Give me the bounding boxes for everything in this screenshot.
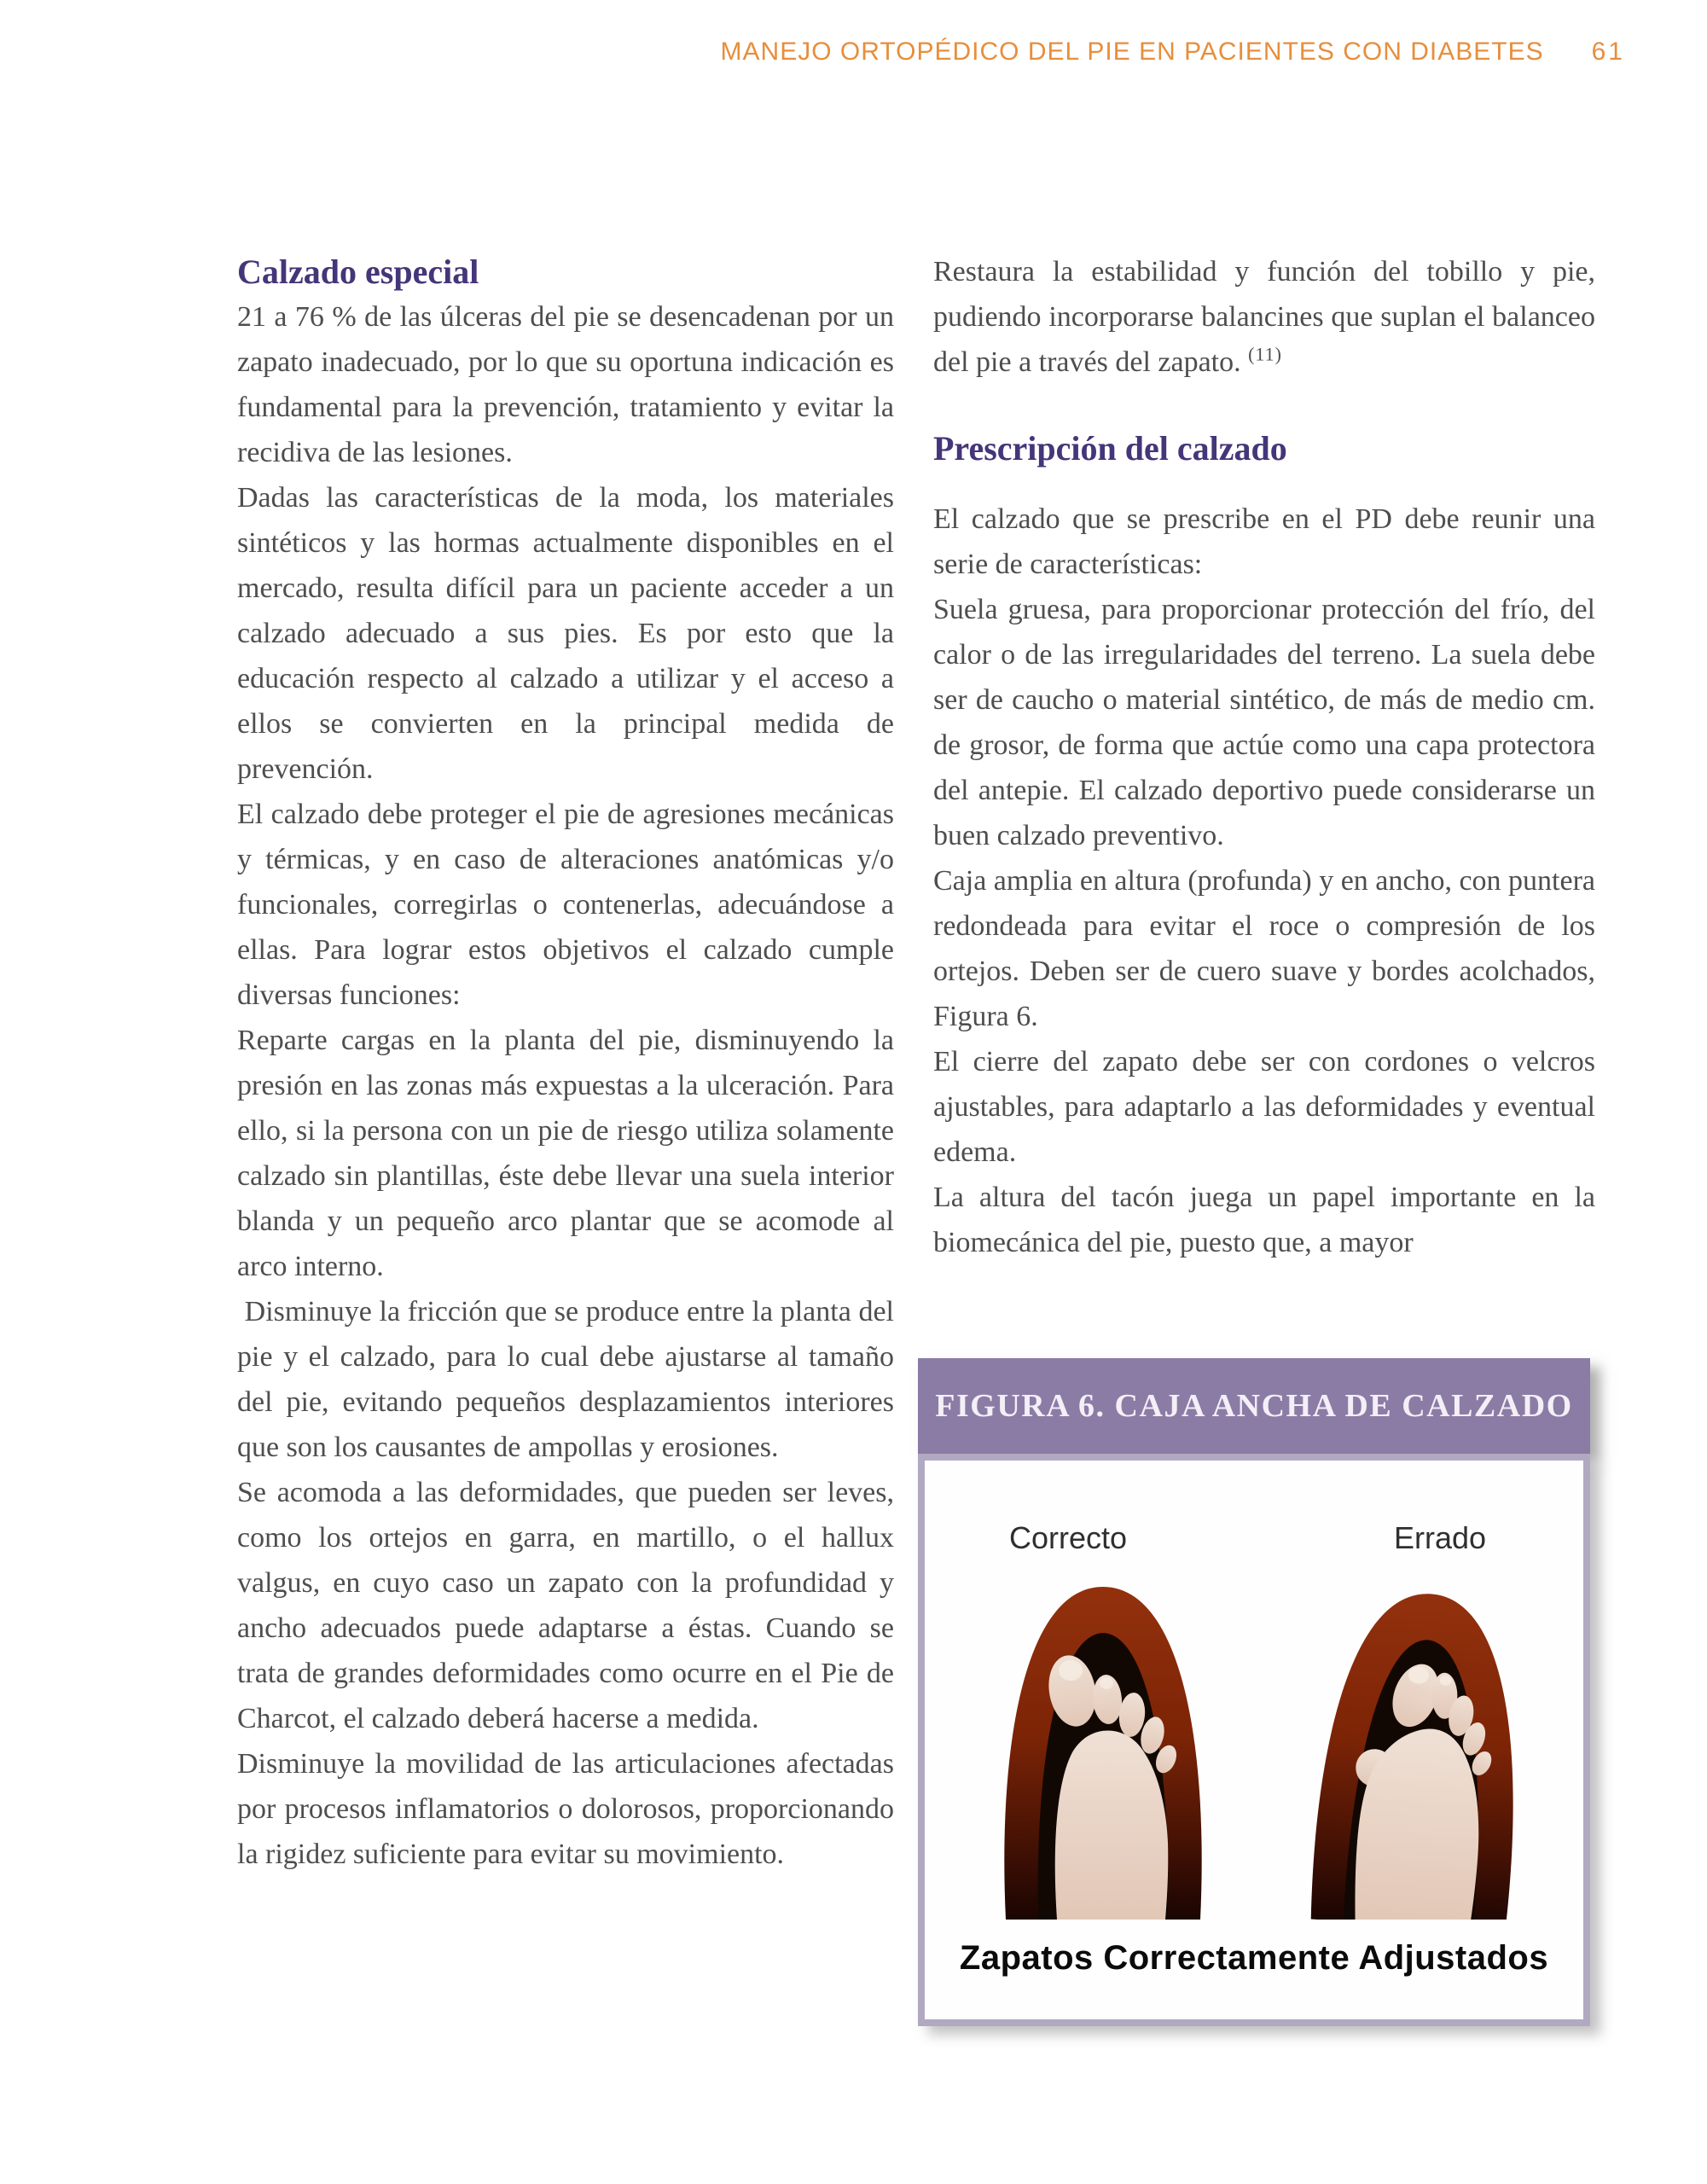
feet-in-shoes-illustration [955,1561,1553,1920]
figure-labels-row [925,1520,1583,1556]
body-paragraph: Disminuye la fricción que se produce entre la planta del pie y el calzado, para lo cual debe ajustarse al tamaño del pie, evitando pequeños desplazamientos interiores que son los causantes de ampollas y erosiones. [237,1296,894,1463]
body-paragraph [933,249,1595,385]
body-paragraph: Dadas las características de la moda, los materiales sintéticos y las hormas actualmente disponibles en el mercado, resulta difícil para un paciente acceder a un calzado adecuado a sus pies. Es por esto que la educación respecto al calzado a utilizar y el acceso a ellos se convierten en la principal medida de prevención. [237,482,894,785]
body-paragraph: Reparte cargas en la planta del pie, disminuyendo la presión en las zonas más expuestas a la ulceración. Para ello, si la persona con un pie de riesgo utiliza solamente calzado sin plantillas, éste debe llevar una suela interior blanda y un pequeño arco plantar que se acomode al arco interno. [237,1025,894,1282]
right-text-column [933,249,1595,1265]
figure-caption: Zapatos Correctamente Adjustados [959,1939,1549,1977]
figure-title-bar [918,1358,1590,1454]
body-paragraph: El cierre del zapato debe ser con cordones o velcros ajustables, para adaptarlo a las deformidades y eventual edema. [933,1046,1595,1168]
body-paragraph: El calzado que se prescribe en el PD debe reunir una serie de características: [933,503,1595,580]
body-paragraph: Se acomoda a las deformidades, que pueden ser leves, como los ortejos en garra, en martillo, o el hallux valgus, en cuyo caso un zapato con la profundidad y ancho adecuados puede adaptarse a éstas. Cuando se trata de grandes deformidades como ocurre en el Pie de Charcot, el calzado deberá hacerse a medida. [237,1477,894,1734]
body-paragraph: El calzado debe proteger el pie de agresiones mecánicas y térmicas, y en caso de alteraciones anatómicas y/o funcionales, corregirlas o contenerlas, adecuándose a ellas. Para lograr estos objetivos el calzado cumple diversas funciones: [237,799,894,1011]
wrong-foot-illustration [1309,1587,1530,1920]
running-header-title: MANEJO ORTOPÉDICO DEL PIE EN PACIENTES CON DIABETES [720,38,1544,66]
section-heading-prescripcion-del-calzado: Prescripción del calzado [933,429,1287,468]
body-paragraph: Caja amplia en altura (profunda) y en ancho, con puntera redondeada para evitar el roce o compresión de los ortejos. Deben ser de cuero suave y bordes acolchados, Figura 6. [933,865,1596,1032]
page-number: 61 [1591,38,1625,66]
body-paragraph: 21 a 76 % de las úlceras del pie se desencadenan por un zapato inadecuado, por lo que su oportuna indicación es fundamental para la prevención, tratamiento y evitar la recidiva de las lesiones. [237,301,894,468]
figure-title: FIGURA 6. CAJA ANCHA DE CALZADO [935,1388,1573,1424]
body-paragraph: Disminuye la movilidad de las articulaciones afectadas por procesos inflamatorios o dolorosos, proporcionando la rigidez suficiente para evitar su movimiento. [237,1748,894,1870]
correct-foot-illustration [1004,1587,1201,1920]
feet-illustration [955,1561,1553,1924]
figure-label-correcto: Correcto [1008,1520,1128,1555]
body-paragraph: Suela gruesa, para proporcionar protección del frío, del calor o de las irregularidades del terreno. La suela debe ser de caucho o material sintético, de más de medio cm. de grosor, de forma que actúe como una capa protectora del antepie. El calzado deportivo puede considerarse un buen calzado preventivo. [933,594,1595,851]
figure-6 [918,1358,1590,2026]
citation-reference: (11) [1248,343,1282,365]
running-header [237,38,1625,67]
body-paragraph: La altura del tacón juega un papel importante en la biomecánica del pie, puesto que, a mayor [933,1182,1595,1258]
intro-paragraph-text: Restaura la estabilidad y función del tobillo y pie, pudiendo incorporarse balancines que suplan el balanceo del pie a través del zapato. [933,256,1595,378]
left-text-column [237,249,894,1877]
figure-label-errado: Errado [1393,1520,1487,1555]
section-heading-calzado-especial: Calzado especial [237,253,479,291]
figure-image-frame [918,1454,1590,2026]
